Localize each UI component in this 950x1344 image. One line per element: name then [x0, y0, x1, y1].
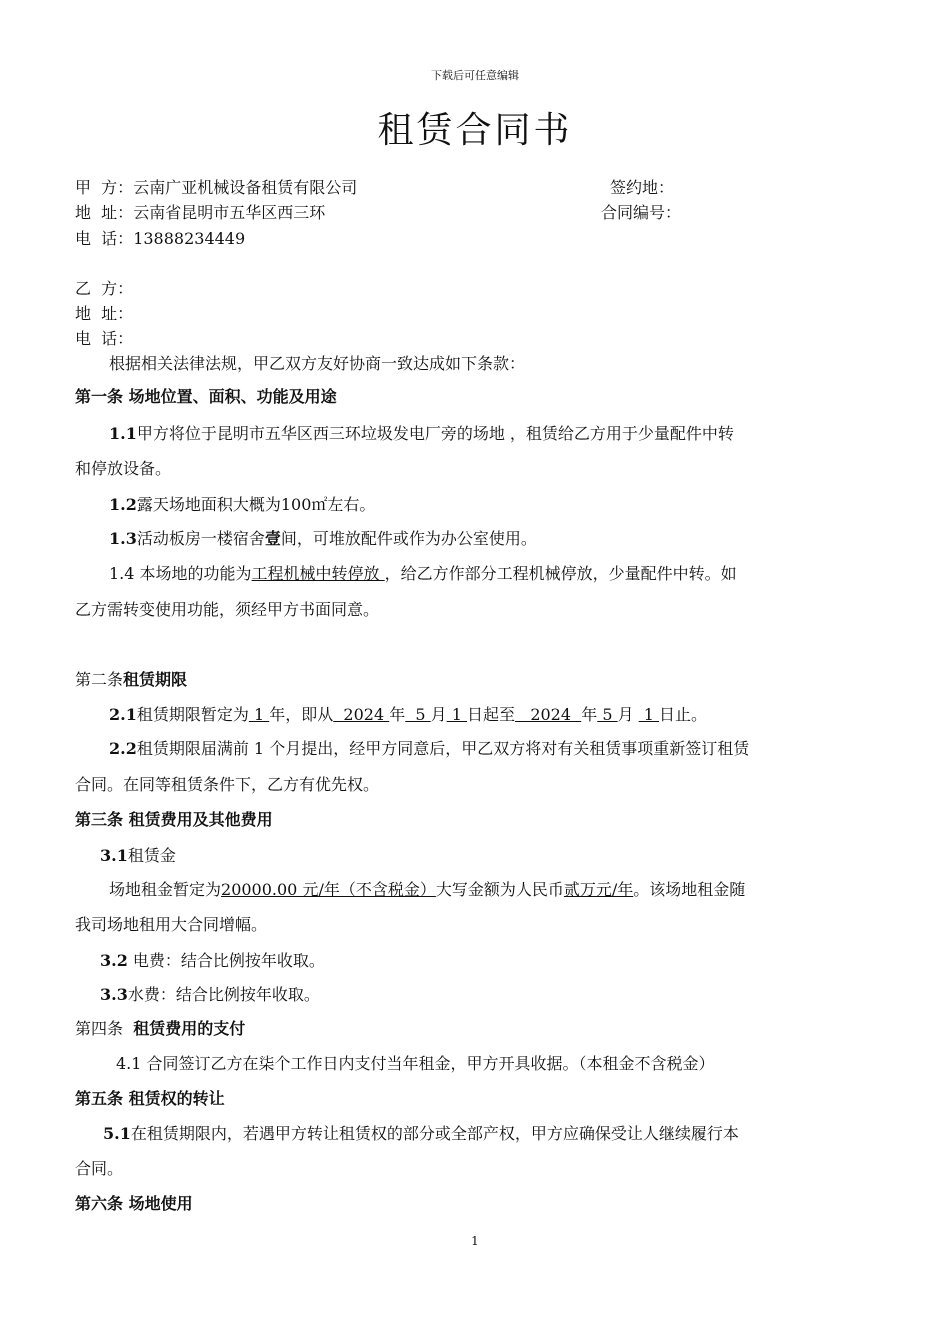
- rent-text: 。该场地租金随: [633, 880, 746, 899]
- clause-1-4-text-b: ，给乙方作部分工程机械停放，少量配件中转。如: [384, 564, 737, 583]
- clause-1-3-text-a: 活动板房一楼宿舍: [136, 529, 265, 548]
- party-a-phone-label: 电 话：: [75, 229, 134, 248]
- party-a-phone: 13888234449: [133, 229, 246, 248]
- clause-2-1-text: 月: [617, 705, 639, 724]
- start-day: 1: [446, 705, 468, 724]
- clause-5-1-number: 5.1: [103, 1124, 131, 1143]
- party-a-address: 云南省昆明市五华区西三环: [133, 203, 326, 222]
- clause-1-3: [109, 529, 537, 549]
- intro-text: 根据相关法律法规，甲乙双方友好协商一致达成如下条款：: [109, 354, 526, 373]
- clause-2-1-text: 日止。: [659, 705, 708, 724]
- clause-5-1-line-1: [103, 1124, 739, 1144]
- section-5-heading: 第五条 租赁权的转让: [75, 1089, 225, 1108]
- section-1-heading: 第一条 场地位置、面积、功能及用途: [75, 387, 337, 406]
- clause-1-4-line-2: 乙方需转变使用功能，须经甲方书面同意。: [75, 600, 380, 619]
- clause-1-2-number: 1.2: [109, 495, 137, 514]
- clause-1-1-text-a: 甲方将位于昆明市五华区西三环垃圾发电厂旁的场地 ，租赁给乙方用于少量配件中转: [136, 424, 734, 443]
- clause-2-1-text: 租赁期限暂定为: [136, 705, 249, 724]
- end-year: 2024: [515, 705, 582, 724]
- section-3-heading: 第三条 租赁费用及其他费用: [75, 810, 273, 829]
- clause-1-2-text: 露天场地面积大概为100㎡左右。: [136, 495, 376, 514]
- party-a-phone-line: [75, 229, 245, 249]
- clause-3-2-text: 电费：结合比例按年收取。: [127, 951, 325, 970]
- clause-2-1-number: 2.1: [109, 705, 137, 724]
- clause-2-2-number: 2.2: [109, 739, 137, 758]
- clause-3-3-number: 3.3: [100, 985, 128, 1004]
- section-4-heading-title: 租赁费用的支付: [133, 1019, 246, 1038]
- section-2-heading-title: 租赁期限: [123, 670, 188, 689]
- clause-5-1-text-a: 在租赁期限内，若遇甲方转让租赁权的部分或全部产权，甲方应确保受让人继续履行本: [130, 1124, 739, 1143]
- sign-place-label: 签约地：: [610, 178, 675, 197]
- clause-2-2-line-2: 合同。在同等租赁条件下，乙方有优先权。: [75, 775, 380, 794]
- clause-2-2-text-a: 租赁期限届满前 1 个月提出，经甲方同意后，甲乙双方将对有关租赁事项重新签订租赁: [136, 739, 750, 758]
- clause-1-3-bold-count: 壹: [264, 529, 281, 548]
- end-month: 5: [597, 705, 618, 724]
- header-note: 下载后可任意编辑: [431, 69, 519, 82]
- document-title: 租赁合同书: [377, 110, 573, 151]
- clause-1-4-function: 工程机械中转停放: [251, 564, 385, 583]
- clause-4-1: 4.1 合同签订乙方在柒个工作日内支付当年租金，甲方开具收据。（本租金不含税金）: [116, 1054, 715, 1073]
- page-number: 1: [471, 1234, 479, 1248]
- rent-line-1: [109, 880, 745, 900]
- clause-2-2-line-1: [109, 739, 749, 759]
- clause-3-1-label: 租赁金: [127, 846, 176, 865]
- section-6-heading: 第六条 场地使用: [75, 1194, 193, 1213]
- rent-line-2: 我司场地租用大合同增幅。: [75, 915, 268, 934]
- clause-3-2: [100, 951, 325, 971]
- clause-2-1-text: 年，即从: [269, 705, 334, 724]
- rent-text: 大写金额为人民币: [435, 880, 564, 899]
- rent-amount: 20000.00 元/年（不含税金）: [221, 880, 436, 899]
- clause-1-3-number: 1.3: [109, 529, 137, 548]
- clause-2-1-text: 年: [581, 705, 598, 724]
- clause-3-3-text: 水费：结合比例按年收取。: [127, 985, 320, 1004]
- clause-1-1-line-1: [109, 424, 734, 444]
- rent-amount-in-words: 贰万元/年: [563, 880, 634, 899]
- clause-2-1-text: 月: [430, 705, 447, 724]
- clause-3-1-number: 3.1: [100, 846, 128, 865]
- section-2-heading-number: 第二条: [75, 670, 124, 689]
- section-4-heading-number: 第四条: [75, 1019, 134, 1038]
- clause-3-2-number: 3.2: [100, 951, 128, 970]
- start-month: 5: [405, 705, 431, 724]
- section-2-heading: [75, 670, 187, 690]
- start-year: 2024: [333, 705, 390, 724]
- clause-1-3-text-b: 间，可堆放配件或作为办公室使用。: [280, 529, 537, 548]
- party-a-name-label: 甲 方：: [75, 178, 134, 197]
- rent-text: 场地租金暂定为: [109, 880, 222, 899]
- clause-2-1: [109, 705, 707, 725]
- party-a-address-line: [75, 203, 325, 223]
- clause-3-1: [100, 846, 176, 866]
- party-a-address-label: 地 址：: [75, 203, 134, 222]
- clause-3-3: [100, 985, 320, 1005]
- clause-2-1-text: 年: [389, 705, 406, 724]
- party-a-name-line: [75, 178, 357, 198]
- clause-1-4-text-a: 1.4 本场地的功能为: [109, 564, 252, 583]
- clause-1-1-line-2: 和停放设备。: [75, 459, 172, 478]
- clause-1-2: [109, 495, 375, 515]
- party-a-name: 云南广亚机械设备租赁有限公司: [133, 178, 358, 197]
- clause-5-1-line-2: 合同。: [75, 1159, 124, 1178]
- clause-1-4-line-1: [109, 564, 737, 584]
- contract-number-label: 合同编号：: [601, 203, 682, 222]
- clause-2-1-text: 日起至: [467, 705, 516, 724]
- end-day: 1: [638, 705, 660, 724]
- party-b-address-label: 地 址：: [75, 304, 134, 323]
- party-b-name-label: 乙 方：: [75, 279, 134, 298]
- party-b-phone-label: 电 话：: [75, 329, 134, 348]
- lease-years: 1: [248, 705, 270, 724]
- clause-1-1-number: 1.1: [109, 424, 137, 443]
- section-4-heading: [75, 1019, 245, 1039]
